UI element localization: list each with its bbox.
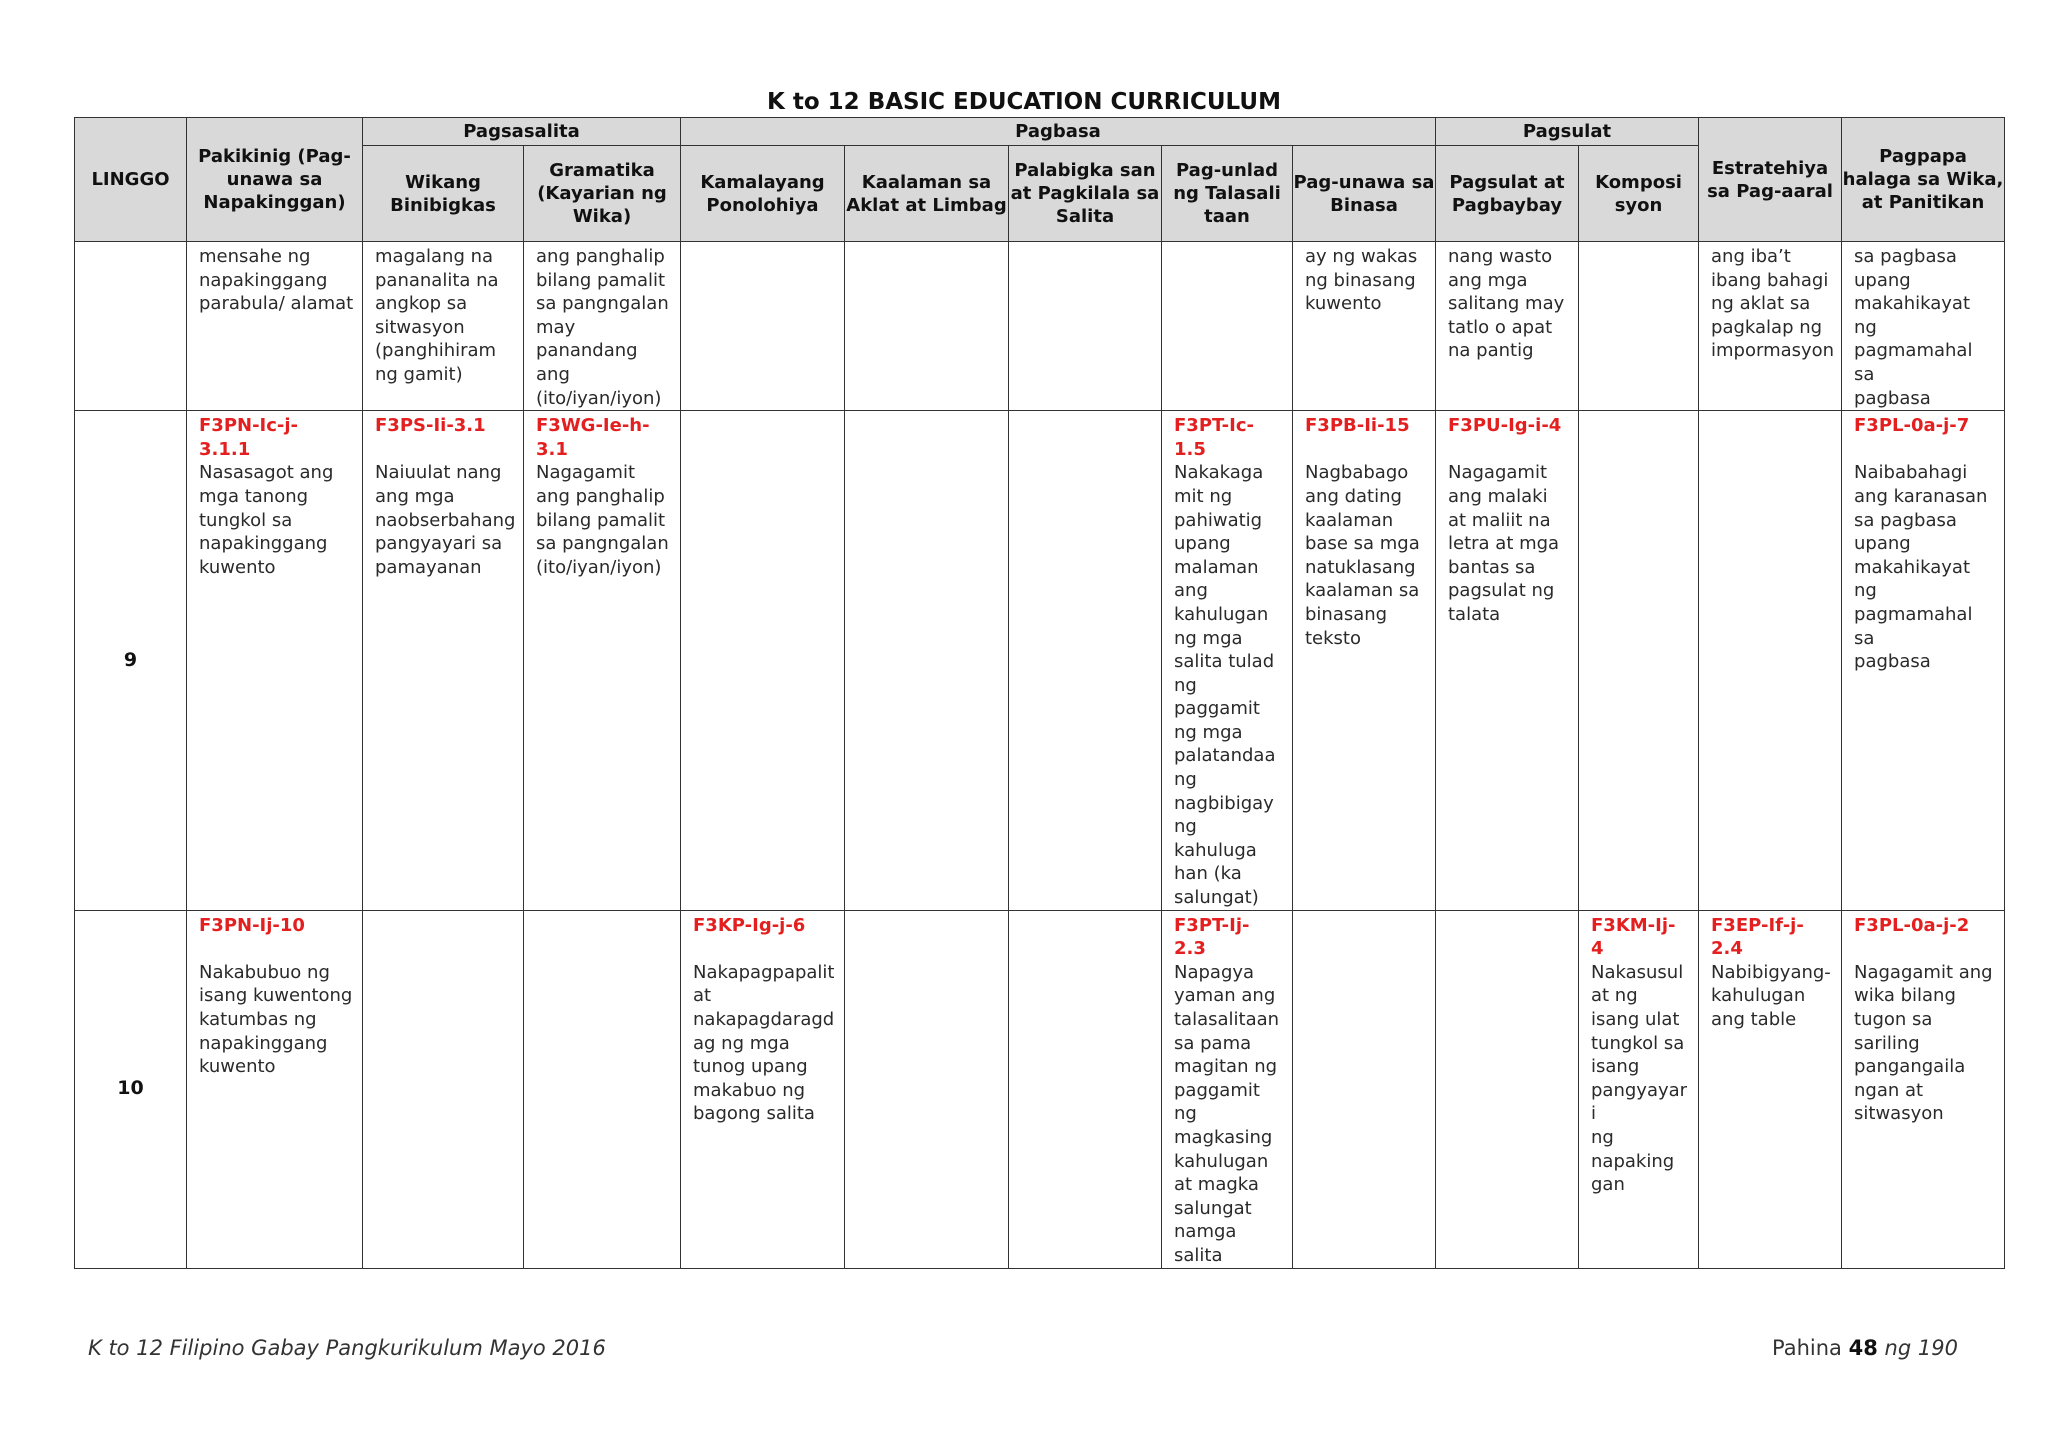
competency-cell: [1699, 242, 1842, 411]
footer-page-number: [1772, 1336, 1958, 1360]
competency-code: F3KP-Ig-j-6: [693, 914, 806, 936]
document-title: K to 12 BASIC EDUCATION CURRICULUM: [767, 89, 1281, 115]
competency-text: Nabibigyang- kahulugan ang table: [1711, 961, 1831, 1030]
col-header-gramatika: Gramatika (Kayarian ng Wika): [524, 146, 681, 242]
footer-document-name: K to 12 Filipino Gabay Pangkurikulum Mayo 2016: [88, 1336, 606, 1360]
competency-code: F3PN-Ij-10: [199, 914, 305, 936]
competency-cell: [524, 411, 681, 910]
competency-cell: [845, 910, 1009, 1268]
competency-cell: [681, 910, 845, 1268]
col-header-kaalaman-sa-aklat: Kaalaman sa Aklat at Limbag: [845, 146, 1009, 242]
group-header-pagsasalita: Pagsasalita: [363, 118, 681, 146]
competency-cell: [1293, 910, 1436, 1268]
competency-text: Nagagamit ang panghalip bilang pamalit sa pangngalan (ito/iyan/iyon): [536, 462, 669, 578]
competency-cell: [1009, 411, 1162, 910]
competency-cell: [1699, 910, 1842, 1268]
competency-cell: [845, 242, 1009, 411]
competency-code: F3PT-Ic- 1.5: [1174, 415, 1254, 460]
col-header-kamalayang-ponolohiya: Kamalayang Ponolohiya: [681, 146, 845, 242]
competency-cell: [681, 242, 845, 411]
competency-text: Nakasusul at ng isang ulat tungkol sa isang pangyayari ng napaking gan: [1591, 961, 1688, 1196]
competency-cell: [1009, 910, 1162, 1268]
group-header-pagsulat: Pagsulat: [1436, 118, 1699, 146]
competency-text: Naibabahagi ang karanasan sa pagbasa upang makahikayat ng pagmamahal sa pagbasa: [1854, 462, 1988, 673]
competency-cell: [524, 910, 681, 1268]
competency-cell: [845, 411, 1009, 910]
competency-cell: [681, 411, 845, 910]
col-header-wikang-binibigkas: Wikang Binibigkas: [363, 146, 524, 242]
week-number-cell: 10: [75, 910, 187, 1268]
competency-code: F3PL-0a-j-2: [1854, 914, 1970, 936]
col-header-pakikinig: Pakikinig (Pag-unawa sa Napakinggan): [187, 118, 363, 242]
table-row: [75, 411, 2005, 910]
col-header-pagsulat-at-pagbaybay: Pagsulat at Pagbaybay: [1436, 146, 1579, 242]
competency-cell: [1842, 910, 2005, 1268]
col-header-pagpapahalaga: Pagpapa halaga sa Wika, at Panitikan: [1842, 118, 2005, 242]
competency-cell: [363, 411, 524, 910]
competency-text: Nasasagot ang mga tanong tungkol sa napakinggang kuwento: [199, 462, 334, 578]
competency-text: mensahe ng napakinggang parabula/ alamat: [199, 246, 354, 315]
competency-cell: [1162, 242, 1293, 411]
competency-text: Nagbabago ang dating kaalaman base sa mga natuklasang kaalaman sa binasang teksto: [1305, 462, 1420, 649]
col-header-komposisyon: Komposi syon: [1579, 146, 1699, 242]
competency-cell: [1293, 242, 1436, 411]
competency-cell: [1842, 411, 2005, 910]
competency-text: magalang na pananalita na angkop sa sitwasyon (panghihiram ng gamit): [375, 246, 499, 385]
week-number-cell: 9: [75, 411, 187, 910]
competency-text: Nagagamit ang malaki at maliit na letra at mga bantas sa pagsulat ng talata: [1448, 462, 1560, 625]
competency-code: F3PT-Ij- 2.3: [1174, 914, 1250, 960]
competency-cell: [363, 910, 524, 1268]
table-body: [75, 242, 2005, 1269]
table-row: [75, 242, 2005, 411]
col-header-palabigkasan: Palabigka san at Pagkilala sa Salita: [1009, 146, 1162, 242]
competency-text: Nagagamit ang wika bilang tugon sa sariling pangangaila ngan at sitwasyon: [1854, 961, 1993, 1125]
competency-cell: [363, 242, 524, 411]
header-group-row: [75, 118, 2005, 146]
competency-cell: [1436, 411, 1579, 910]
table-row: [75, 910, 2005, 1268]
competency-cell: [1842, 242, 2005, 411]
competency-code: F3WG-Ie-h- 3.1: [536, 415, 650, 460]
competency-text: Nakakaga mit ng pahiwatig upang malaman ang kahulugan ng mga salita tulad ng paggamit ng mga palatandaa ng nagbibigay ng kahuluga han (ka salungat): [1174, 462, 1276, 909]
competency-cell: [1436, 910, 1579, 1268]
competency-code: F3PL-0a-j-7: [1854, 415, 1970, 437]
competency-code: F3PU-Ig-i-4: [1448, 415, 1562, 437]
competency-cell: [524, 242, 681, 411]
competency-text: Napagya yaman ang talasalitaan sa pama magitan ng paggamit ng magkasing kahulugan at magka salungat namga salita: [1174, 961, 1280, 1266]
competency-text: Nakapagpapalit at nakapagdaragd ag ng mga tunog upang makabuo ng bagong salita: [693, 961, 835, 1125]
competency-cell: [187, 242, 363, 411]
competency-text: Naiuulat nang ang mga naobserbahang pangyayari sa pamayanan: [375, 462, 516, 578]
col-header-linggo: LINGGO: [75, 118, 187, 242]
competency-text: ay ng wakas ng binasang kuwento: [1305, 246, 1418, 315]
competency-code: F3PN-Ic-j- 3.1.1: [199, 415, 299, 460]
competency-text: nang wasto ang mga salitang may tatlo o apat na pantig: [1448, 246, 1565, 362]
competency-cell: [1699, 411, 1842, 910]
competency-cell: [1579, 411, 1699, 910]
competency-cell: [1009, 242, 1162, 411]
col-header-talasalitaan: Pag-unlad ng Talasali taan: [1162, 146, 1293, 242]
curriculum-table: [74, 117, 2005, 1269]
competency-cell: [1162, 910, 1293, 1268]
competency-text: sa pagbasa upang makahikayat ng pagmamahal sa pagbasa: [1854, 246, 1973, 409]
competency-cell: [1436, 242, 1579, 411]
footer-total-pages: ng 190: [1884, 1336, 1958, 1360]
competency-cell: [187, 910, 363, 1268]
competency-cell: [1579, 910, 1699, 1268]
competency-code: F3PS-Ii-3.1: [375, 415, 486, 437]
competency-cell: [187, 411, 363, 910]
week-number-cell: [75, 242, 187, 411]
competency-code: F3EP-If-j- 2.4: [1711, 914, 1804, 960]
competency-text: ang panghalip bilang pamalit sa pangngalan may panandang ang (ito/iyan/iyon): [536, 246, 669, 409]
competency-code: F3KM-Ij- 4: [1591, 914, 1676, 960]
competency-text: ang iba’t ibang bahagi ng aklat sa pagkalap ng impormasyon: [1711, 246, 1835, 362]
col-header-pag-unawa-sa-binasa: Pag-unawa sa Binasa: [1293, 146, 1436, 242]
group-header-pagbasa: Pagbasa: [681, 118, 1436, 146]
col-header-estratehiya: Estratehiya sa Pag-aaral: [1699, 118, 1842, 242]
competency-text: Nakabubuo ng isang kuwentong katumbas ng napakinggang kuwento: [199, 961, 353, 1078]
competency-cell: [1162, 411, 1293, 910]
competency-cell: [1293, 411, 1436, 910]
footer-current-page: 48: [1848, 1336, 1878, 1360]
competency-code: F3PB-Ii-15: [1305, 415, 1410, 437]
footer-pahina-label: Pahina: [1772, 1336, 1842, 1360]
competency-cell: [1579, 242, 1699, 411]
